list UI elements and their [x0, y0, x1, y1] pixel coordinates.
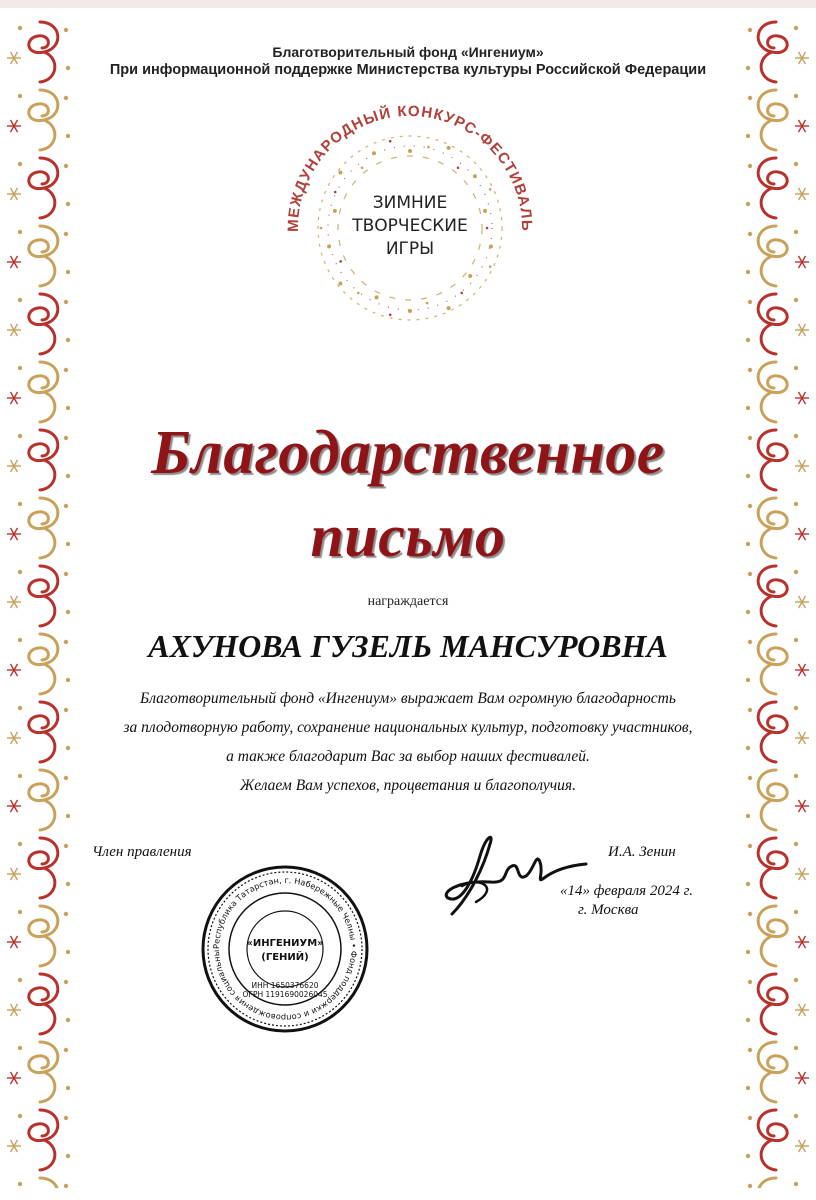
- emblem-line-3: ИГРЫ: [385, 239, 435, 259]
- emblem-line-2: ТВОРЧЕСКИЕ: [352, 216, 468, 236]
- ornament-motif: [7, 362, 70, 422]
- ornament-motif: [746, 362, 809, 422]
- issue-city: г. Москва: [578, 902, 639, 918]
- stamp-inn: ИНН 1650376620: [251, 981, 319, 990]
- wreath-spark: [483, 209, 487, 213]
- wreath-spark: [361, 166, 364, 169]
- wreath-spark: [426, 302, 429, 305]
- ornament-motif: [7, 90, 70, 150]
- ornament-motif: [746, 158, 809, 218]
- ornament-motif: [7, 770, 70, 830]
- ornament-motif: [746, 838, 809, 898]
- title-line-1: Благодарственное: [151, 419, 665, 487]
- wreath-spark: [447, 306, 451, 310]
- wreath-spark: [457, 166, 460, 169]
- body-line-2: за плодотворную работу, сохранение национальных культур, подготовку участников,: [123, 719, 693, 736]
- ornament-motif: [746, 226, 809, 286]
- wreath-spark: [408, 309, 412, 313]
- wreath-spark: [389, 313, 392, 316]
- wreath-spark: [408, 149, 412, 153]
- organization-stamp: [200, 864, 370, 1034]
- wreath-spark: [334, 191, 337, 194]
- ornament-motif: [7, 158, 70, 218]
- stamp-center-line-1: «ИНГЕНИУМ»: [246, 938, 324, 949]
- wreath-spark: [339, 260, 342, 263]
- wreath-spark: [489, 188, 492, 191]
- body-line-3: а также благодарит Вас за выбор наших фестивалей.: [226, 748, 590, 765]
- wreath-spark: [447, 146, 451, 150]
- ornament-motif: [7, 1042, 70, 1102]
- ornament-motif: [7, 702, 70, 762]
- header-line-2: При информационной поддержке Министерства культуры Российской Федерации: [109, 62, 707, 78]
- wreath-spark: [375, 295, 379, 299]
- ornament-motif: [7, 974, 70, 1034]
- wreath-spark: [357, 292, 360, 295]
- recipient-name: АХУНОВА ГУЗЕЛЬ МАНСУРОВНА: [148, 628, 668, 664]
- wreath-spark: [427, 146, 430, 149]
- ornament-motif: [7, 226, 70, 286]
- body-line-1: Благотворительный фонд «Ингениум» выражает Вам огромную благодарность: [140, 690, 676, 707]
- wreath-spark: [489, 265, 492, 268]
- body-text: [90, 684, 726, 800]
- wreath-spark: [389, 140, 392, 143]
- issue-date: «14» февраля 2024 г.: [560, 883, 693, 899]
- stamp-ogrn: ОГРН 1191690026045: [242, 990, 328, 999]
- ornament-motif: [746, 294, 809, 354]
- ornament-motif: [746, 90, 809, 150]
- wreath-spark: [460, 292, 463, 295]
- awarded-label: награждается: [367, 594, 449, 609]
- wreath-spark: [473, 174, 477, 178]
- ornament-motif: [746, 770, 809, 830]
- wreath-spark: [486, 227, 489, 230]
- ornament-motif: [746, 1042, 809, 1102]
- wreath-spark: [468, 274, 472, 278]
- ornament-motif: [746, 702, 809, 762]
- wreath-spark: [333, 209, 337, 213]
- wreath-spark: [338, 281, 342, 285]
- header-line-1: Благотворительный фонд «Ингениум»: [272, 44, 544, 60]
- ornament-motif: [7, 1110, 70, 1170]
- handwritten-signature: [440, 826, 590, 926]
- ornament-motif: [7, 1178, 70, 1188]
- ornament-motif: [746, 1110, 809, 1170]
- wreath-spark: [489, 244, 493, 248]
- ornament-motif: [746, 974, 809, 1034]
- wreath-spark: [320, 227, 323, 230]
- ornament-motif: [7, 906, 70, 966]
- signer-name: И.А. Зенин: [608, 844, 676, 860]
- ornament-motif: [7, 838, 70, 898]
- ornament-motif: [7, 294, 70, 354]
- ornament-motif: [746, 1178, 809, 1188]
- ornament-motif: [746, 906, 809, 966]
- emblem-line-1: ЗИМНИЕ: [372, 193, 448, 213]
- emblem-arc-text: МЕЖДУНАРОДНЫЙ КОНКУРС-ФЕСТИВАЛЬ: [284, 102, 536, 233]
- wreath-spark: [372, 151, 376, 155]
- body-line-4: Желаем Вам успехов, процветания и благополучия.: [240, 777, 576, 794]
- signer-role: Член правления: [92, 844, 192, 860]
- wreath-spark: [327, 244, 331, 248]
- stamp-center-line-2: (ГЕНИЙ): [261, 952, 309, 963]
- title-line-2: письмо: [310, 503, 506, 569]
- wreath-spark: [338, 171, 342, 175]
- festival-emblem: [270, 78, 550, 343]
- stamp-ring-text: Республика Татарстан, г. Набережные Челны • Фонд поддержки и сопровождения социальны: [210, 874, 360, 1024]
- top-band: [0, 0, 816, 8]
